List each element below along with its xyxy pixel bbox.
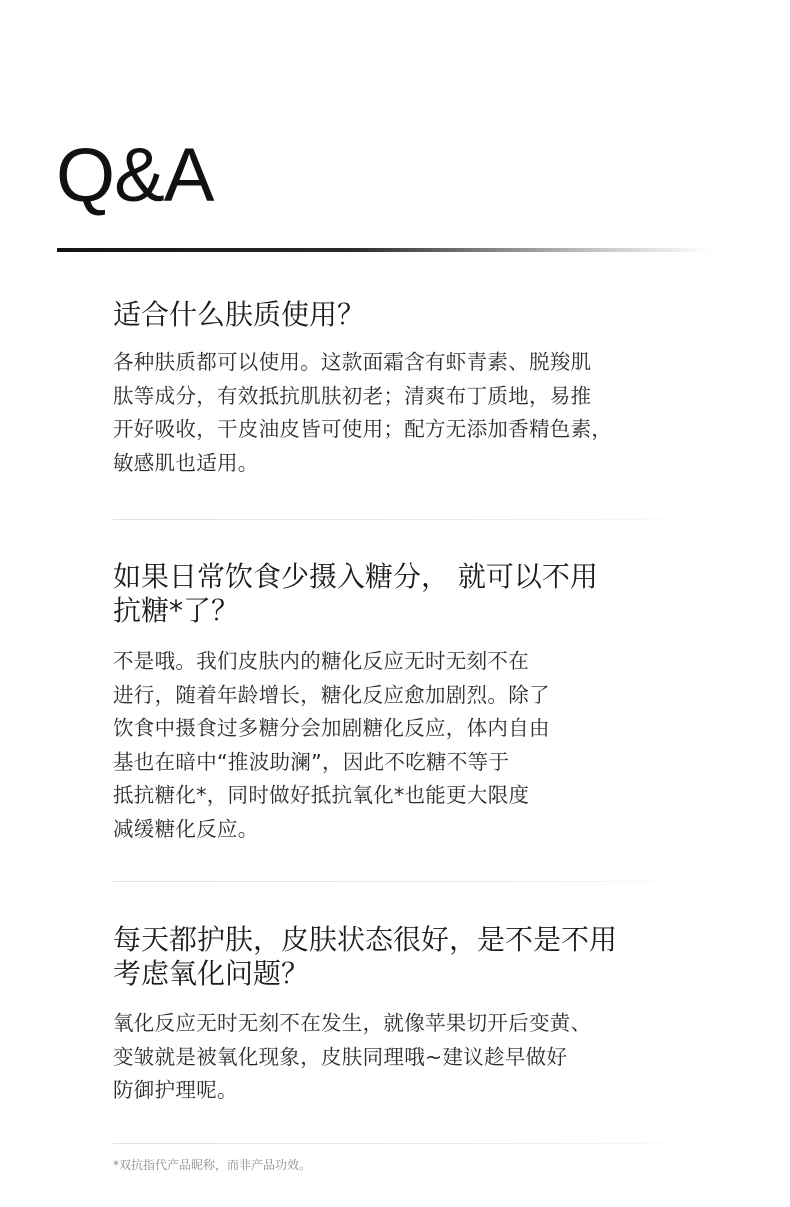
question-2 [113,560,673,628]
question-2-line-2: 抗糖*了？ [113,594,240,627]
answer-2-line-5: 抵抗糖化*，同时做好抵抗氧化*也能更大限度 [113,783,530,807]
answer-1-line-4: 敏感肌也适用。 [113,450,259,475]
answer-2-line-2: 进行，随着年龄增长，糖化反应愈加剧烈。除了 [113,682,550,707]
answer-3-line-1: 氧化反应无时无刻不在发生，就像苹果切开后变黄、 [113,1011,592,1035]
qa-item-3 [113,923,673,1108]
divider-1 [113,519,713,520]
qa-item-1 [113,298,673,480]
answer-3-line-3: 防御护理呢。 [113,1078,238,1102]
answer-3 [113,1007,673,1108]
answer-3-line-2: 变皱就是被氧化现象，皮肤同理哦~建议趁早做好 [113,1044,568,1069]
question-1 [113,298,673,332]
page-title: Q&A [56,133,214,218]
answer-1-line-2: 肽等成分，有效抵抗肌肤初老；清爽布丁质地，易推 [113,383,592,408]
answer-2-line-3: 饮食中摄食过多糖分会加剧糖化反应，体内自由 [113,716,550,740]
footnote: *双抗指代产品昵称，而非产品功效。 [113,1158,312,1172]
title-underline [57,248,712,252]
question-1-line-1: 适合什么肤质使用？ [113,298,366,331]
question-2-line-1: 如果日常饮食少摄入糖分， 就可以不用 [113,560,598,593]
qa-item-2 [113,560,673,846]
answer-1 [113,346,673,480]
answer-2 [113,645,673,846]
question-3-line-1: 每天都护肤，皮肤状态很好，是不是不用 [113,923,618,956]
answer-2-line-1: 不是哦。我们皮肤内的糖化反应无时无刻不在 [113,649,529,673]
answer-2-line-6: 减缓糖化反应。 [113,816,259,841]
answer-1-line-3: 开好吸收，干皮油皮皆可使用；配方无添加香精色素， [113,417,613,441]
question-3 [113,923,673,991]
divider-3 [113,1143,713,1144]
divider-2 [113,881,713,882]
answer-2-line-4: 基也在暗中“推波助澜”，因此不吃糖不等于 [113,749,510,774]
answer-1-line-1: 各种肤质都可以使用。这款面霜含有虾青素、脱羧肌 [113,350,592,374]
question-3-line-2: 考虑氧化问题？ [113,957,310,990]
